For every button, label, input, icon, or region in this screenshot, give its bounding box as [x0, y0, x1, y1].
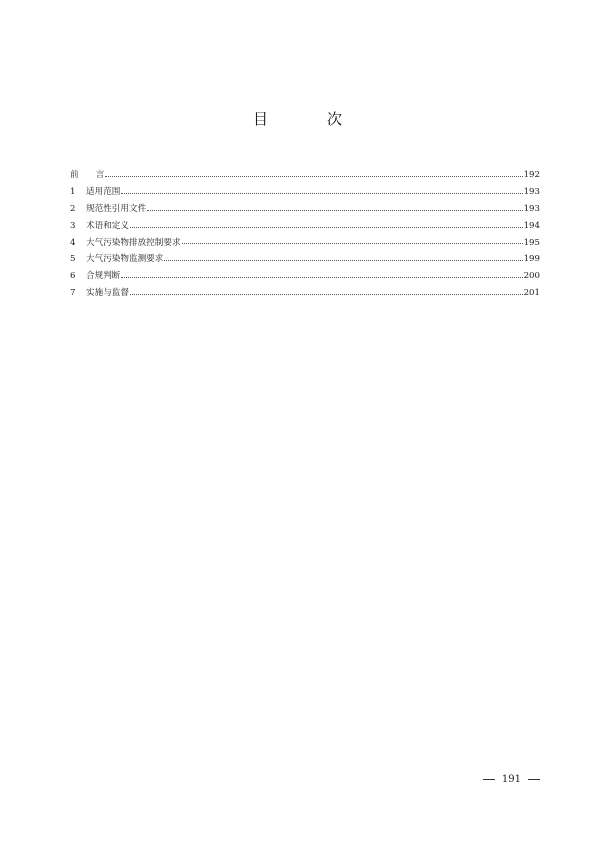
toc-entry-2[interactable] — [70, 201, 540, 218]
toc-entry-label: 前 言 — [70, 170, 105, 180]
dot-leader — [147, 210, 522, 211]
toc-title: 目 次 — [252, 110, 364, 128]
toc-entry-number: 6 — [70, 271, 76, 282]
toc-entry-page: 194 — [523, 220, 540, 231]
toc-entry-number: 4 — [70, 237, 76, 248]
dot-leader — [130, 227, 523, 228]
dot-leader — [182, 243, 523, 244]
toc-entry-number: 3 — [70, 220, 76, 231]
toc-entry-page: 192 — [523, 170, 540, 180]
toc-entry-foreword[interactable] — [70, 167, 540, 184]
toc-entry-4[interactable] — [70, 235, 540, 252]
toc-entry-6[interactable] — [70, 268, 540, 285]
toc-entry-5[interactable] — [70, 251, 540, 268]
toc-entry-page: 199 — [523, 254, 540, 265]
dot-leader — [164, 260, 522, 261]
toc-entry-label: 合规判断 — [86, 271, 121, 282]
toc-entry-label: 规范性引用文件 — [86, 203, 147, 214]
toc-entry-page: 195 — [523, 237, 540, 248]
toc-entry-label: 实施与监督 — [86, 288, 129, 299]
toc-entry-3[interactable] — [70, 218, 540, 235]
dot-leader — [130, 294, 523, 295]
dot-leader — [121, 193, 522, 194]
em-dash-left — [483, 779, 495, 780]
toc-entry-label: 大气污染物监测要求 — [86, 254, 164, 265]
toc-entry-number: 2 — [70, 203, 76, 214]
toc-entry-page: 201 — [523, 288, 540, 299]
dot-leader — [105, 176, 522, 177]
toc-entry-label: 适用范围 — [86, 186, 121, 197]
toc-entry-number: 5 — [70, 254, 76, 265]
toc-entry-label: 术语和定义 — [86, 220, 129, 231]
toc-list — [70, 167, 540, 302]
dot-leader — [121, 277, 522, 278]
page-number: 191 — [501, 774, 521, 785]
page-footer — [470, 774, 540, 785]
toc-entry-1[interactable] — [70, 184, 540, 201]
toc-entry-number: 7 — [70, 288, 76, 299]
toc-entry-page: 193 — [523, 186, 540, 197]
toc-entry-page: 200 — [523, 271, 540, 282]
toc-entry-7[interactable] — [70, 285, 540, 302]
em-dash-right — [528, 779, 540, 780]
toc-entry-page: 193 — [523, 203, 540, 214]
toc-entry-label: 大气污染物排放控制要求 — [86, 237, 181, 248]
toc-entry-number: 1 — [70, 186, 76, 197]
